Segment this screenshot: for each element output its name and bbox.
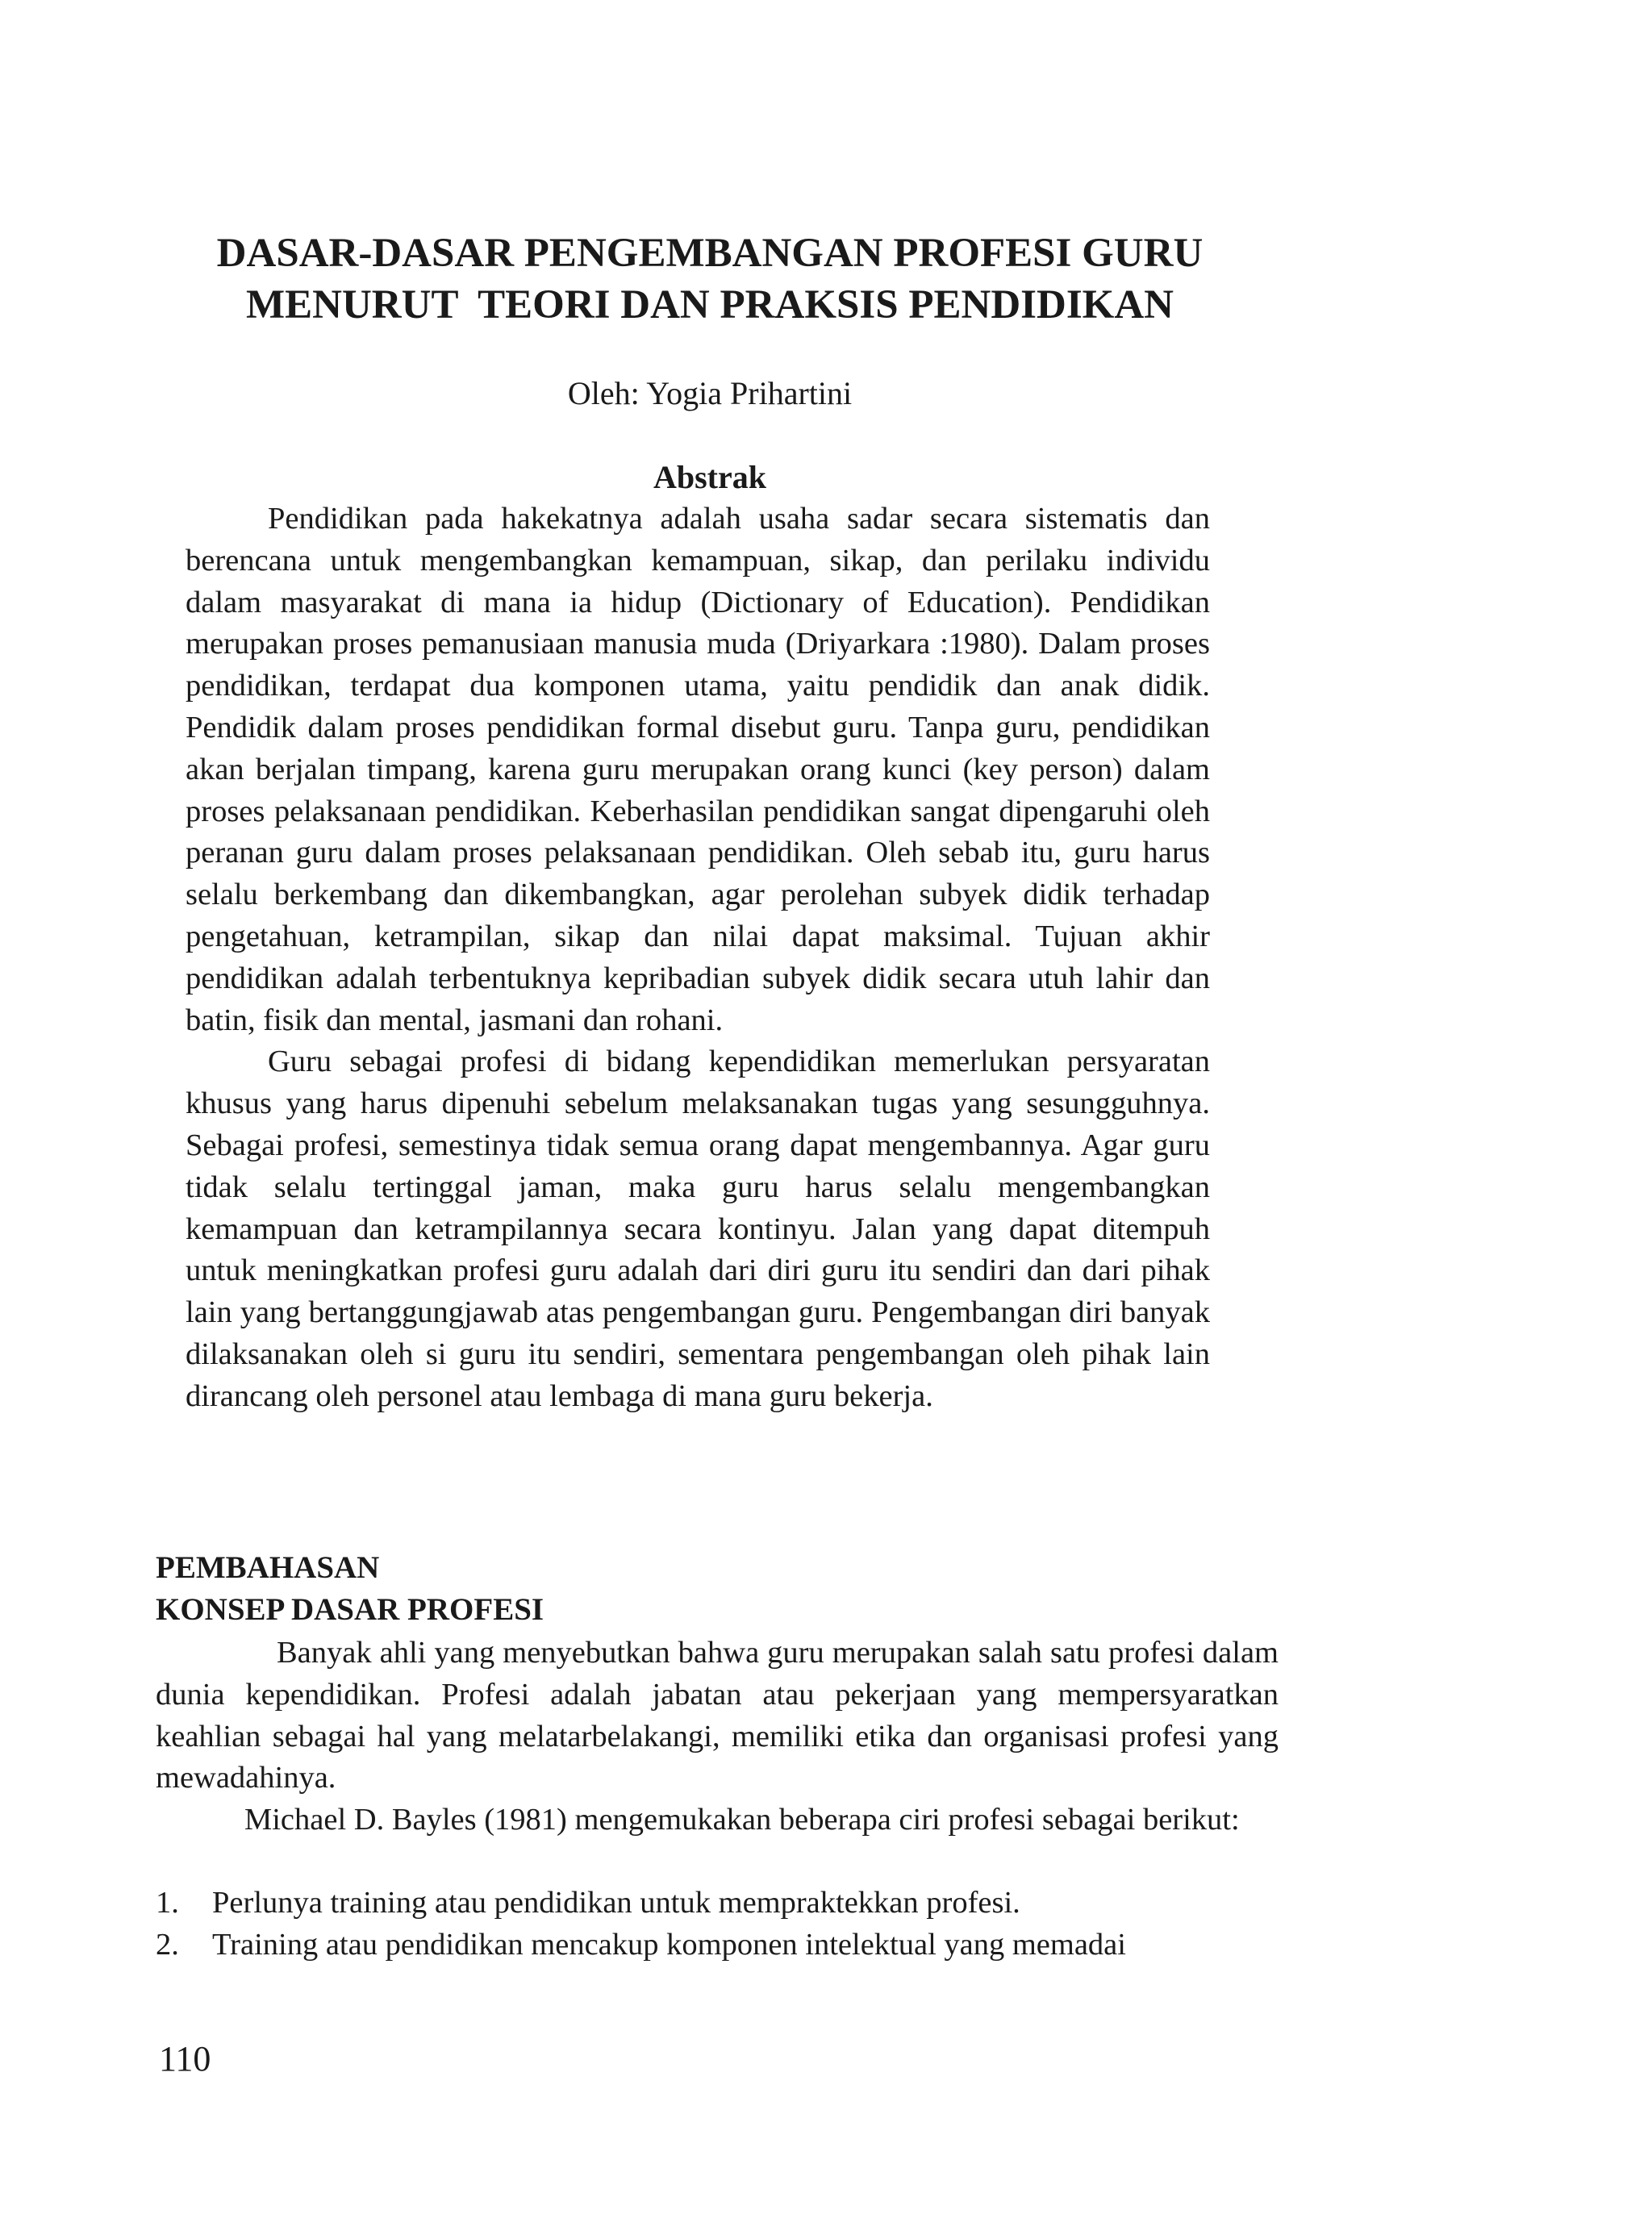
- section-heading-konsep-dasar-profesi: KONSEP DASAR PROFESI: [156, 1592, 544, 1627]
- ciri-profesi-list: [156, 1883, 1279, 1966]
- list-item-number: 1.: [156, 1886, 179, 1920]
- body-paragraph-1: Banyak ahli yang menyebutkan bahwa guru merupakan salah satu profesi dalam dunia kependidikan. Profesi adalah jabatan atau pekerjaan yang mempersyaratkan keahlian sebagai hal yang melatarbelakangi, memiliki etika dan organisasi profesi yang mewadahinya.: [156, 1636, 1279, 1795]
- list-item: [156, 1924, 1279, 1966]
- abstract-paragraph-1: Pendidikan pada hakekatnya adalah usaha sadar secara sistematis dan berencana untuk mengembangkan kemampuan, sikap, dan perilaku individu dalam masyarakat di mana ia hidup (Dictionary of Education). Pendidikan merupakan proses pemanusiaan manusia muda (Driyarkara :1980). Dalam proses pendidikan, terdapat dua komponen utama, yaitu pendidik dan anak didik. Pendidik dalam proses pendidikan formal disebut guru. Tanpa guru, pendidikan akan berjalan timpang, karena guru merupakan orang kunci (key person) dalam proses pelaksanaan pendidikan. Keberhasilan pendidikan sangat dipengaruhi oleh peranan guru dalam proses pelaksanaan pendidikan. Oleh sebab itu, guru harus selalu berkembang dan dikembangkan, agar perolehan subyek didik terhadap pengetahuan, ketrampilan, sikap dan nilai dapat maksimal. Tujuan akhir pendidikan adalah terbentuknya kepribadian subyek didik secara utuh lahir dan batin, fisik dan mental, jasmani dan rohani.: [186, 502, 1210, 1037]
- body-paragraph-2: Michael D. Bayles (1981) mengemukakan beberapa ciri profesi sebagai berikut:: [244, 1803, 1240, 1837]
- page-number: 110: [159, 2039, 211, 2079]
- list-item-text: Training atau pendidikan mencakup komponen intelektual yang memadai: [212, 1927, 1126, 1962]
- abstract-body: [186, 498, 1210, 1418]
- list-item: [156, 1883, 1279, 1924]
- section-heading-pembahasan: PEMBAHASAN: [156, 1550, 380, 1585]
- abstract-paragraph-2: Guru sebagai profesi di bidang kependidikan memerlukan persyaratan khusus yang harus dipenuhi sebelum melaksanakan tugas yang sesungguhnya. Sebagai profesi, semestinya tidak semua orang dapat mengembannya. Agar guru tidak selalu tertinggal jaman, maka guru harus selalu mengembangkan kemampuan dan ketrampilannya secara kontinyu. Jalan yang dapat ditempuh untuk meningkatkan profesi guru adalah dari diri guru itu sendiri dan dari pihak lain yang bertanggungjawab atas pengembangan guru. Pengembangan diri banyak dilaksanakan oleh si guru itu sendiri, sementara pengembangan oleh pihak lain dirancang oleh personel atau lembaga di mana guru bekerja.: [186, 1045, 1210, 1413]
- author-line: Oleh: Yogia Prihartini: [567, 375, 853, 411]
- section-body: [156, 1633, 1279, 1841]
- title-line-2: MENURUT TEORI DAN PRAKSIS PENDIDIKAN: [245, 282, 1174, 327]
- paper-title: [0, 227, 1420, 331]
- list-item-text: Perlunya training atau pendidikan untuk mempraktekkan profesi.: [212, 1886, 1020, 1920]
- title-line-1: DASAR-DASAR PENGEMBANGAN PROFESI GURU: [216, 231, 1204, 276]
- list-item-number: 2.: [156, 1927, 179, 1962]
- abstract-heading: Abstrak: [653, 459, 767, 495]
